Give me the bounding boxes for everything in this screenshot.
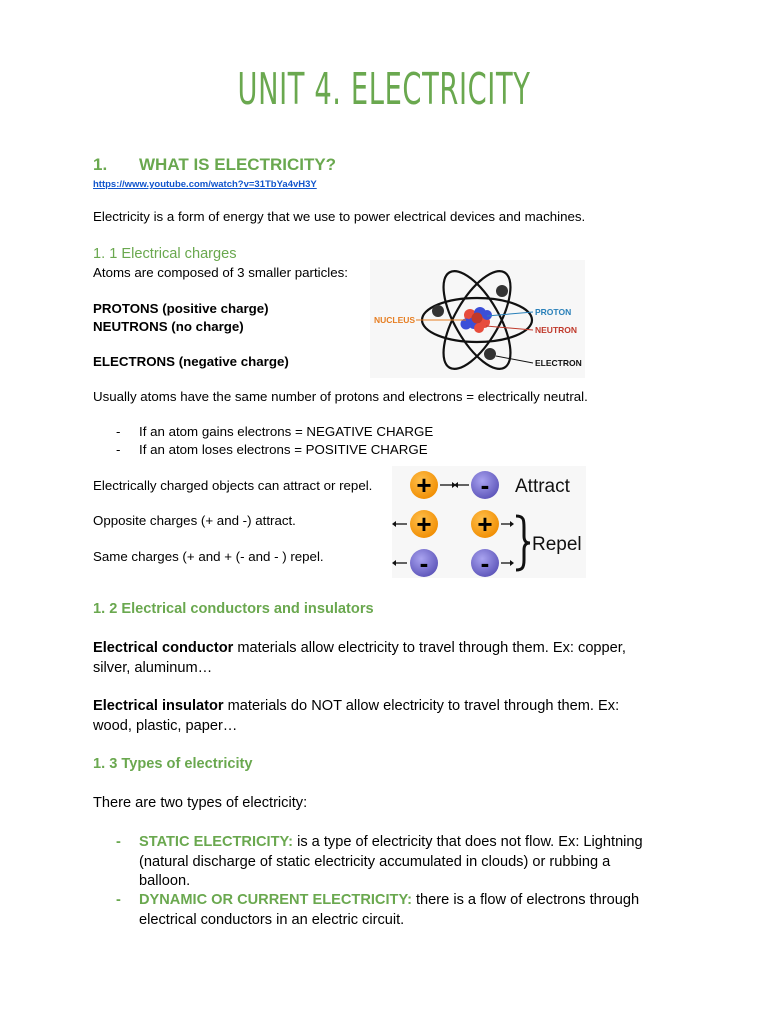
section-number: 1. bbox=[93, 155, 108, 174]
bullet-dash: - bbox=[116, 892, 121, 908]
insulator-text: materials do NOT allow electricity to travel through them. Ex: bbox=[223, 698, 620, 714]
svg-text:+: + bbox=[416, 509, 432, 539]
atoms-line: Atoms are composed of 3 smaller particles: bbox=[93, 265, 348, 280]
svg-text:-: - bbox=[480, 470, 490, 500]
neutrons-line: NEUTRONS (no charge) bbox=[93, 319, 244, 334]
bullet-text: If an atom loses electrons = POSITIVE CHARGE bbox=[139, 442, 428, 457]
bullet-text: If an atom gains electrons = NEGATIVE CHARGE bbox=[139, 424, 434, 439]
list-item bbox=[116, 423, 433, 441]
page-title: UNIT 4. ELECTRICITY bbox=[237, 64, 531, 115]
insulator-paragraph bbox=[93, 697, 693, 736]
bullet-dash: - bbox=[116, 442, 121, 457]
dynamic-text-2: electrical conductors in an electric circuit. bbox=[139, 911, 405, 928]
charges-diagram bbox=[392, 466, 586, 578]
svg-text:+: + bbox=[477, 509, 493, 539]
insulator-text-2: wood, plastic, paper… bbox=[93, 717, 238, 734]
electron-dot bbox=[432, 305, 444, 317]
subheading-types: 1. 3 Types of electricity bbox=[93, 756, 253, 772]
intro-paragraph: Electricity is a form of energy that we use to power electrical devices and machines. bbox=[93, 209, 586, 224]
conductor-text-2: silver, aluminum… bbox=[93, 659, 213, 676]
static-text-3: balloon. bbox=[139, 873, 191, 889]
conductor-paragraph bbox=[93, 639, 693, 678]
list-item bbox=[116, 891, 696, 930]
static-text-2: (natural discharge of static electricity accumulated in clouds) or rubbing a bbox=[139, 853, 611, 870]
svg-text:-: - bbox=[419, 548, 429, 578]
section-title: WHAT IS ELECTRICITY? bbox=[139, 155, 337, 174]
types-intro: There are two types of electricity: bbox=[93, 795, 308, 811]
section-heading bbox=[93, 155, 336, 175]
attract-label: Attract bbox=[515, 476, 570, 497]
list-item bbox=[116, 833, 696, 892]
electron-label: ELECTRON bbox=[535, 358, 582, 368]
nucleus-label: NUCLEUS bbox=[374, 315, 416, 325]
electron-dot bbox=[484, 348, 496, 360]
repel-label: Repel bbox=[532, 534, 582, 555]
opposite-charges-line: Opposite charges (+ and -) attract. bbox=[93, 513, 296, 528]
svg-text:+: + bbox=[416, 470, 432, 500]
svg-text:-: - bbox=[480, 548, 490, 578]
electrons-line: ELECTRONS (negative charge) bbox=[93, 354, 289, 369]
bullet-dash: - bbox=[116, 834, 121, 850]
conductor-term: Electrical conductor bbox=[93, 640, 234, 656]
electron-dot bbox=[496, 285, 508, 297]
static-text: is a type of electricity that does not flow. Ex: Lightning bbox=[293, 834, 643, 850]
neutral-line: Usually atoms have the same number of protons and electrons = electrically neutral. bbox=[93, 389, 588, 404]
dynamic-term: DYNAMIC OR CURRENT ELECTRICITY: bbox=[139, 892, 412, 908]
youtube-link[interactable]: https://www.youtube.com/watch?v=31TbYa4vH3Y bbox=[93, 179, 317, 190]
same-charges-line: Same charges (+ and + (- and - ) repel. bbox=[93, 549, 324, 564]
neutron-label: NEUTRON bbox=[535, 325, 578, 335]
dynamic-text: there is a flow of electrons through bbox=[411, 892, 640, 908]
proton-label: PROTON bbox=[535, 307, 572, 317]
insulator-term: Electrical insulator bbox=[93, 698, 224, 714]
bullet-dash: - bbox=[116, 424, 121, 439]
attract-repel-line: Electrically charged objects can attract or repel. bbox=[93, 478, 373, 493]
subheading-charges: 1. 1 Electrical charges bbox=[93, 246, 237, 262]
conductor-text: materials allow electricity to travel through them. Ex: copper, bbox=[233, 640, 626, 656]
subheading-conductors: 1. 2 Electrical conductors and insulators bbox=[93, 601, 374, 617]
protons-line: PROTONS (positive charge) bbox=[93, 301, 269, 316]
atom-diagram bbox=[370, 260, 585, 378]
list-item bbox=[116, 441, 428, 459]
static-term: STATIC ELECTRICITY: bbox=[139, 834, 294, 850]
